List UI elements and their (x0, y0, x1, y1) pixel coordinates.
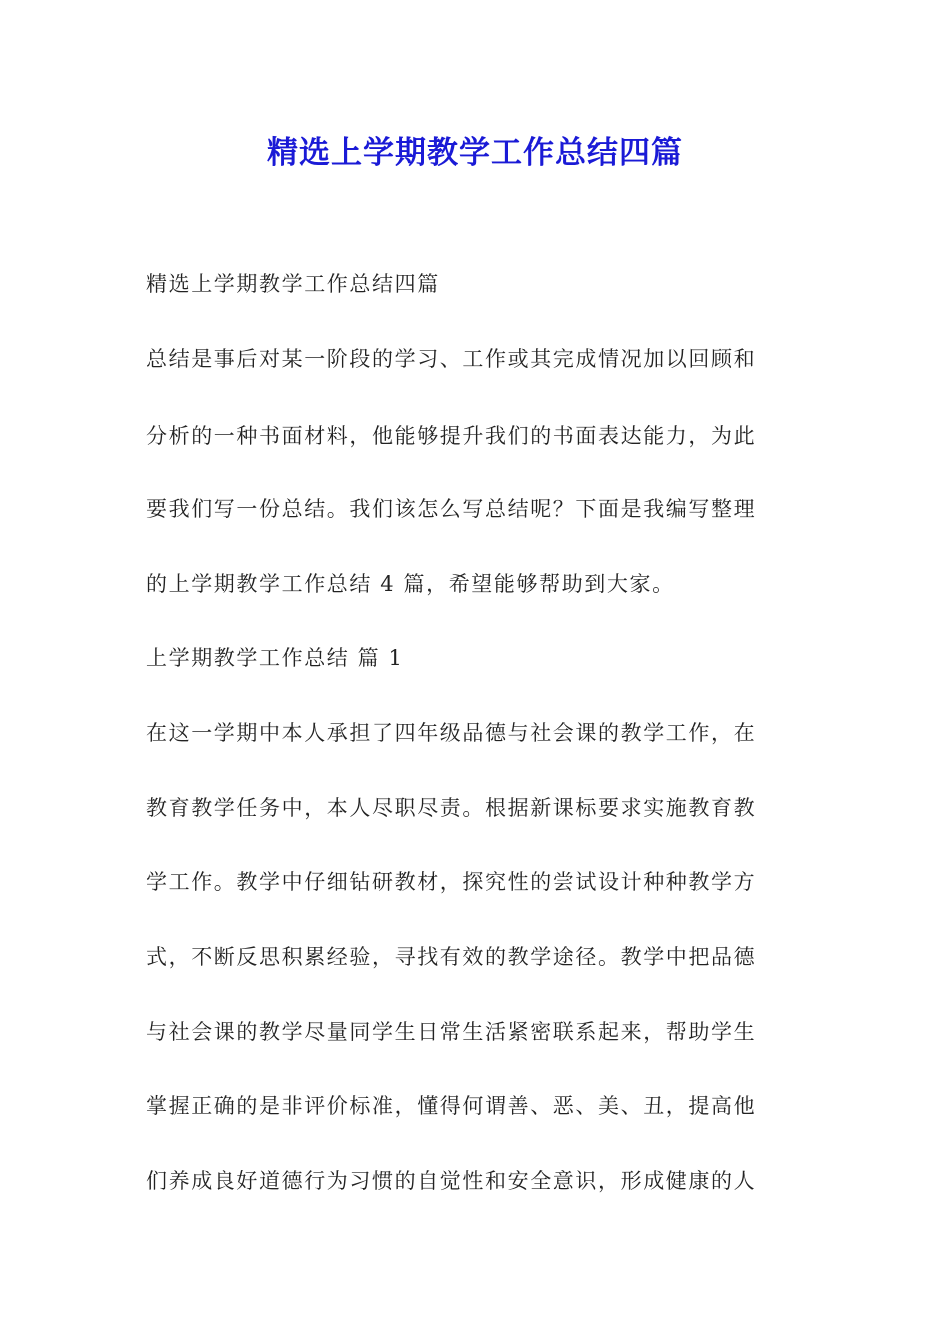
paragraph-line: 的上学期教学工作总结 4 篇，希望能够帮助到大家。 (146, 572, 675, 596)
intro-heading: 精选上学期教学工作总结四篇 (146, 272, 440, 296)
paragraph-line: 教育教学任务中，本人尽职尽责。根据新课标要求实施教育教 (146, 796, 757, 820)
document-title: 精选上学期教学工作总结四篇 (267, 135, 683, 171)
paragraph-line: 们养成良好道德行为习惯的自觉性和安全意识，形成健康的人 (146, 1169, 757, 1193)
paragraph-line: 学工作。教学中仔细钻研教材，探究性的尝试设计种种教学方 (146, 870, 757, 894)
section-heading: 上学期教学工作总结 篇 1 (146, 646, 404, 670)
paragraph-line: 分析的一种书面材料，他能够提升我们的书面表达能力，为此 (146, 424, 757, 448)
paragraph-line: 掌握正确的是非评价标准，懂得何谓善、恶、美、丑，提高他 (146, 1094, 757, 1118)
paragraph-line: 式，不断反思积累经验，寻找有效的教学途径。教学中把品德 (146, 945, 757, 969)
paragraph-line: 与社会课的教学尽量同学生日常生活紧密联系起来，帮助学生 (146, 1020, 757, 1044)
paragraph-line: 总结是事后对某一阶段的学习、工作或其完成情况加以回顾和 (146, 347, 757, 371)
paragraph-line: 在这一学期中本人承担了四年级品德与社会课的教学工作，在 (146, 721, 757, 745)
paragraph-line: 要我们写一份总结。我们该怎么写总结呢？下面是我编写整理 (146, 497, 757, 521)
